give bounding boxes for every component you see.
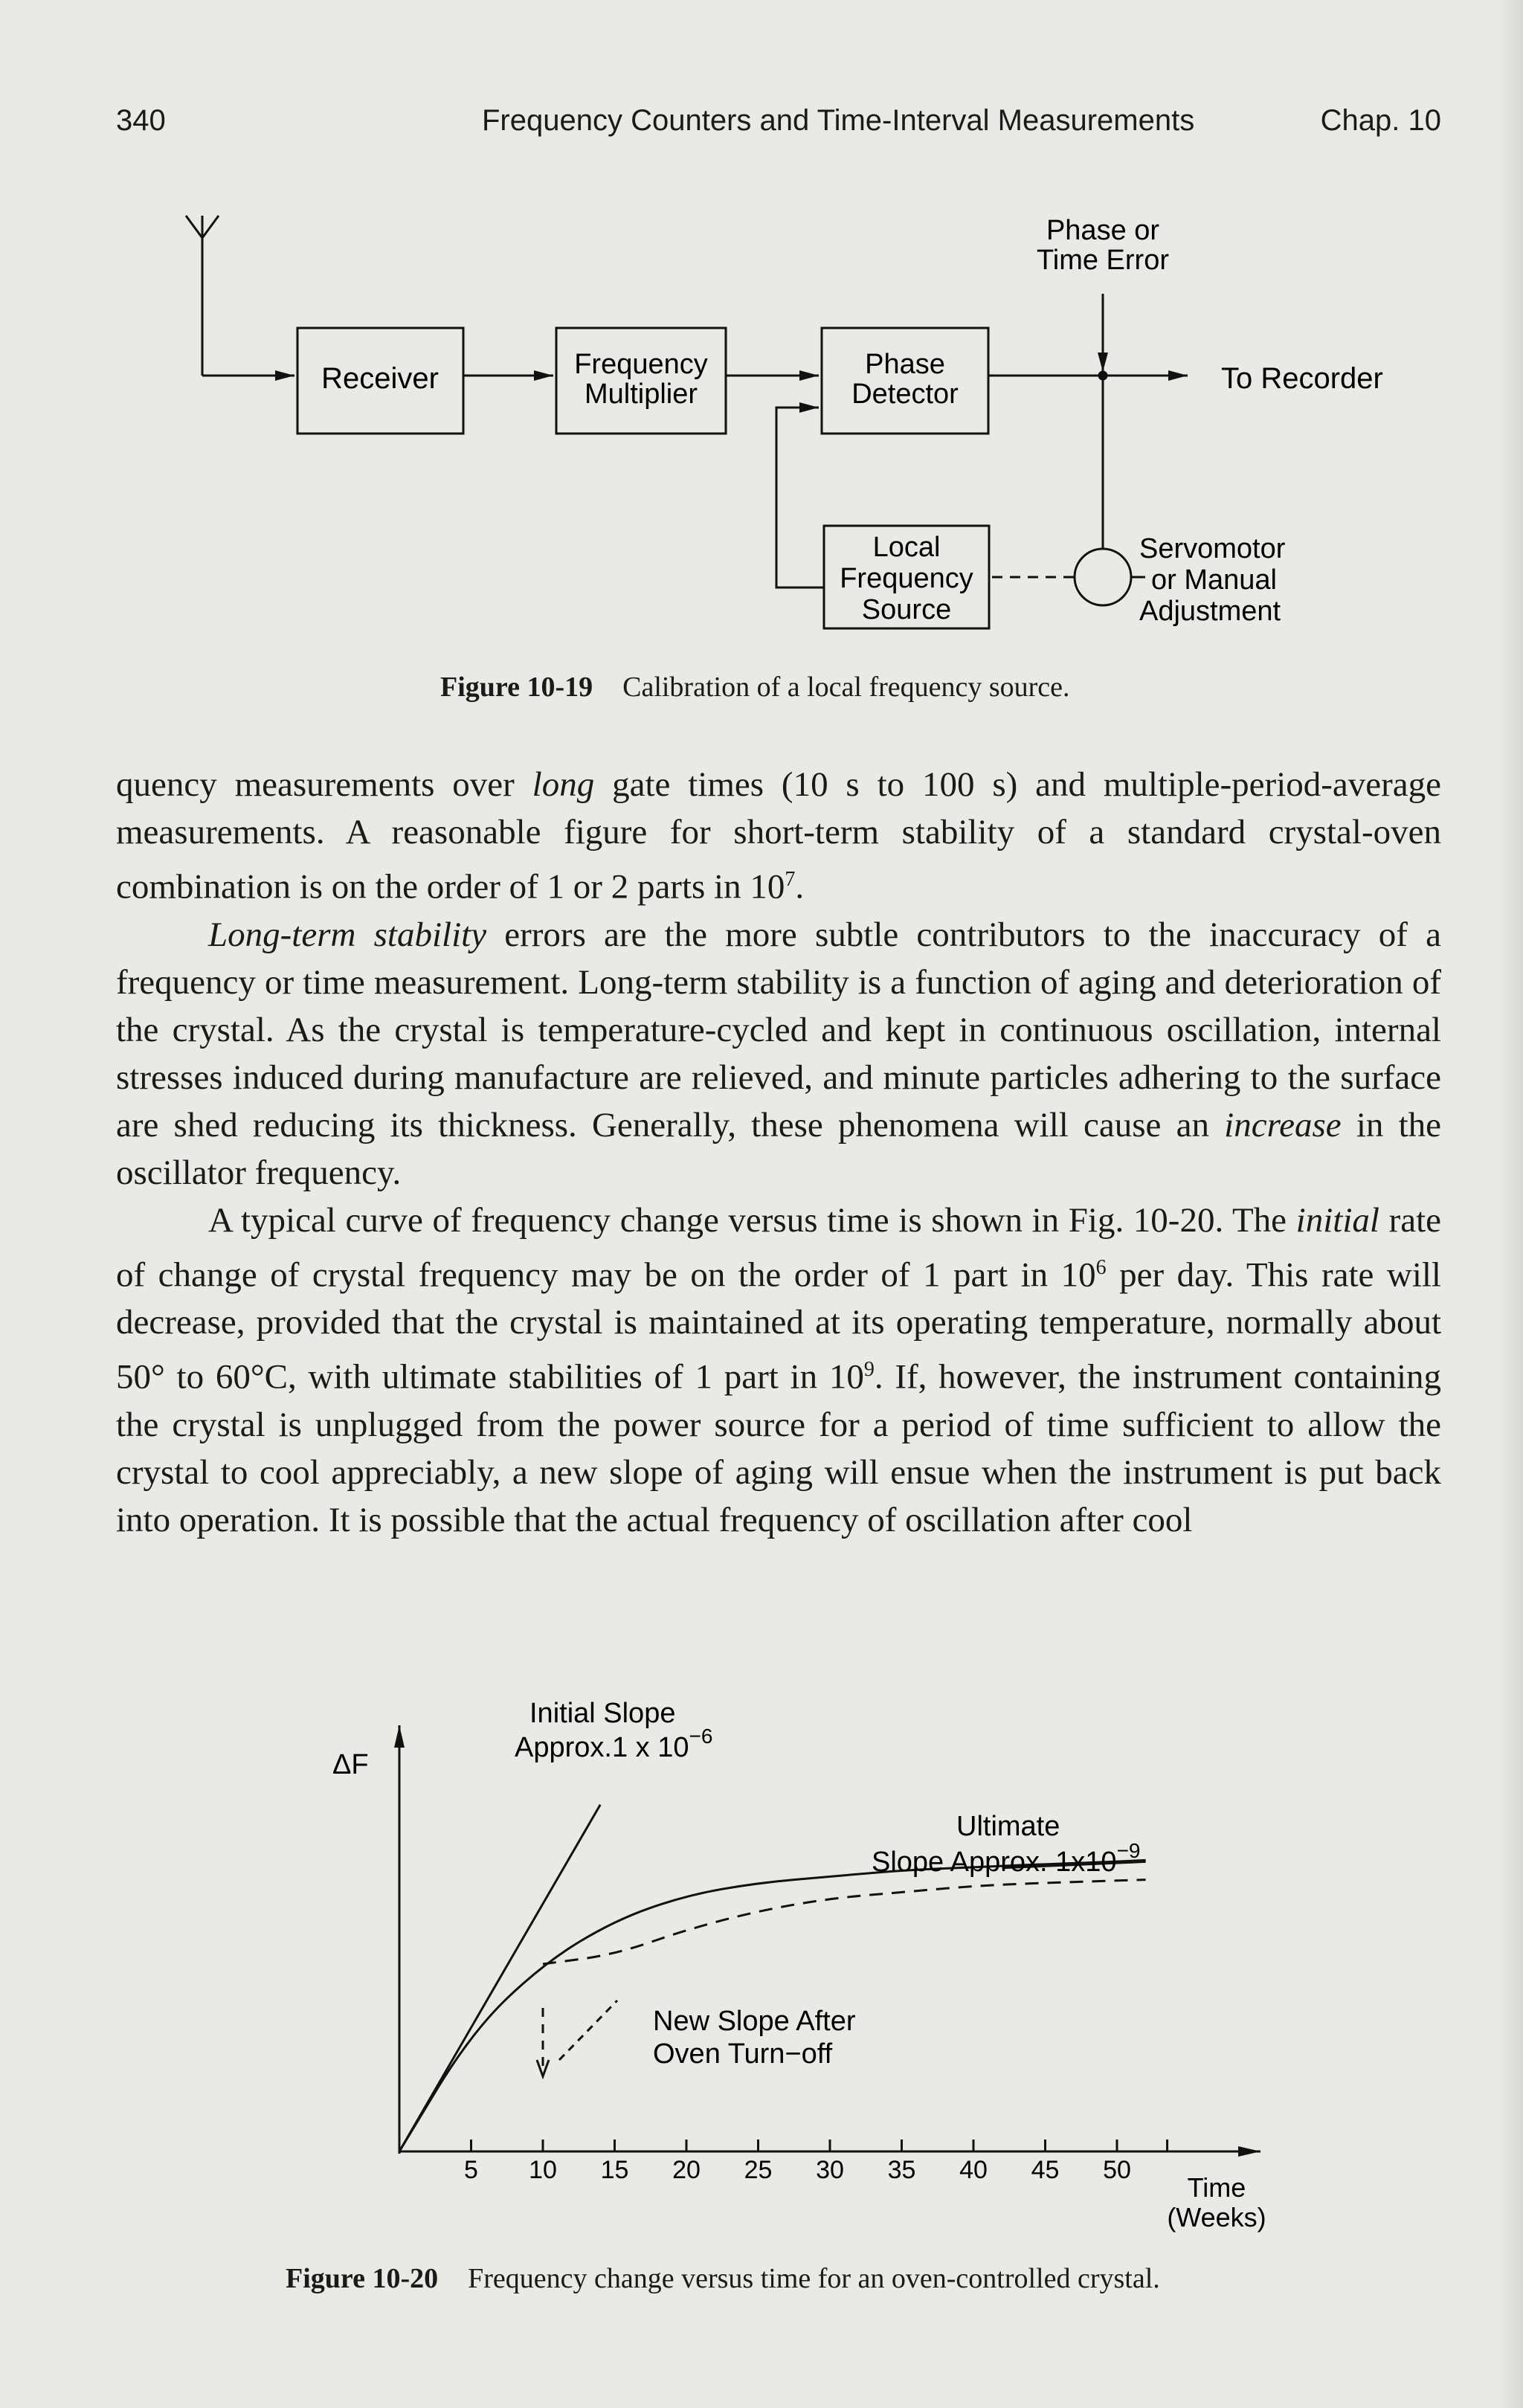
figure-10-19-number: Figure 10-19 bbox=[440, 672, 593, 703]
x-tick-label: 5 bbox=[464, 2156, 478, 2184]
local-label-2: Frequency bbox=[840, 563, 973, 594]
new-slope-leader bbox=[559, 2000, 617, 2060]
figure-10-20-caption-text: Frequency change versus time for an oven-controlled crystal. bbox=[468, 2263, 1160, 2294]
x-tick-label: 45 bbox=[1031, 2156, 1060, 2184]
page-number: 340 bbox=[116, 104, 166, 137]
ultimate-slope-label-2: Slope Approx. $1x10^{-9}$ bbox=[872, 1839, 1141, 1878]
multiplier-label-1: Frequency bbox=[574, 349, 708, 380]
x-axis-label-2: (Weeks) bbox=[1167, 2202, 1266, 2232]
x-tick-label: 20 bbox=[672, 2156, 701, 2184]
multiplier-label-2: Multiplier bbox=[584, 379, 698, 410]
figure-10-20-caption bbox=[286, 2262, 1160, 2295]
figure-10-20-number: Figure 10-20 bbox=[286, 2263, 439, 2294]
y-axis-label: ΔF bbox=[332, 1749, 369, 1780]
local-label-3: Source bbox=[861, 594, 952, 625]
local-label-1: Local bbox=[872, 532, 941, 563]
servo-label-1: Servomotor bbox=[1139, 533, 1286, 564]
paragraph-3: A typical curve of frequency change versus time is shown in Fig. 10-20. The initial rate of change of crystal frequency may be on the order of 1 part in $10^6$ per day. This rate will decrease, provided that the crystal is maintained at its operating temperature, normally about 50° to 60°C, with ultimate stabilities of 1 part in $10^9$. If, however, the instrument containing the crystal is unplugged from the power source for a period of time sufficient to allow the crystal to cool appreciably, a new slope of aging will ensue when the instrument is put back into operation. It is possible that the actual frequency of oscillation after cool bbox=[116, 1200, 1441, 1539]
x-axis-label-1: Time bbox=[1187, 2172, 1246, 2203]
ultimate-slope-label-1: Ultimate bbox=[956, 1811, 1060, 1842]
x-tick-label: 30 bbox=[816, 2156, 844, 2184]
figure-10-19-caption bbox=[440, 671, 1070, 704]
figure-10-19-caption-text: Calibration of a local frequency source. bbox=[622, 672, 1070, 703]
initial-slope-label-1: Initial Slope bbox=[529, 1698, 676, 1729]
new-slope-label-1: New Slope After bbox=[653, 2006, 856, 2037]
servo-label-2: or Manual bbox=[1151, 564, 1277, 596]
new-slope-dashed-curve bbox=[543, 1880, 1146, 1964]
servo-label-3: Adjustment bbox=[1139, 596, 1281, 627]
x-tick-label: 15 bbox=[600, 2156, 629, 2184]
x-tick-label: 25 bbox=[744, 2156, 773, 2184]
detector-label-1: Phase bbox=[865, 349, 945, 380]
recorder-label: To Recorder bbox=[1221, 362, 1383, 395]
figure-10-20-chart bbox=[0, 1666, 1523, 2261]
running-title: Frequency Counters and Time-Interval Measurements bbox=[482, 104, 1195, 137]
x-tick-label: 10 bbox=[529, 2156, 557, 2184]
chapter-label: Chap. 10 bbox=[1320, 104, 1441, 137]
detector-label-2: Detector bbox=[851, 379, 959, 410]
x-tick-label: 40 bbox=[959, 2156, 988, 2184]
phase-error-label-2: Time Error bbox=[1036, 245, 1170, 276]
phase-error-label-1: Phase or bbox=[1046, 215, 1160, 246]
body-text bbox=[116, 761, 1441, 1544]
x-tick-label: 50 bbox=[1103, 2156, 1131, 2184]
paragraph-1: quency measurements over long gate times (10 s to 100 s) and multiple-period-average measurements. A reasonable figure for short-term stability of a standard crystal-oven combination is on the order of 1 or 2 parts in $10^7$. bbox=[116, 765, 1441, 907]
antenna-icon bbox=[186, 216, 219, 376]
servomotor-symbol bbox=[1075, 549, 1131, 605]
x-tick-label: 35 bbox=[887, 2156, 916, 2184]
initial-slope-label-2: Approx.1 x $10^{-6}$ bbox=[515, 1725, 713, 1763]
new-slope-label-2: Oven Turn−off bbox=[653, 2038, 833, 2070]
figure-10-19-diagram bbox=[0, 0, 1523, 684]
receiver-label: Receiver bbox=[321, 362, 439, 395]
paragraph-2: Long-term stability errors are the more subtle contributors to the inaccuracy of a frequency or time measurement. Long-term stability is a function of aging and deterioration of the crystal. As the crystal is temperature-cycled and kept in continuous oscillation, internal stresses induced during manufacture are relieved, and minute particles adhering to the surface are shed reducing its thickness. Generally, these phenomena will cause an increase in the oscillator frequency. bbox=[116, 915, 1441, 1192]
